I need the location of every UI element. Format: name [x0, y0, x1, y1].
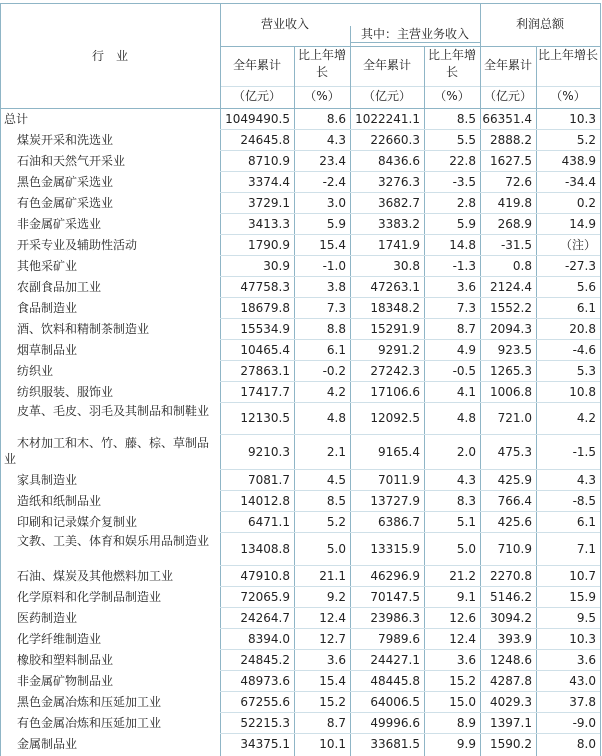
value-p: 2094.3: [490, 322, 532, 336]
value-m: 6386.7: [378, 515, 420, 529]
value-mg: 12.6: [449, 611, 476, 625]
value-rg: 3.8: [326, 280, 346, 294]
value-mg: 5.1: [456, 515, 476, 529]
value-mg: 8.3: [456, 494, 476, 508]
value-rg: 8.5: [326, 494, 346, 508]
value-m: 47263.1: [370, 280, 420, 294]
row-divider: [220, 511, 600, 512]
value-mg: 3.6: [456, 653, 476, 667]
value-rg: -2.4: [322, 175, 346, 189]
table-row: [0, 360, 600, 381]
table-row: [0, 511, 600, 532]
value-rg: 8.7: [326, 716, 346, 730]
value-m: 17106.6: [370, 385, 420, 399]
value-r: 30.9: [263, 259, 290, 273]
value-m: 18348.2: [370, 301, 420, 315]
value-rg: 4.3: [326, 133, 346, 147]
value-p: 1265.3: [490, 364, 532, 378]
value-p: 425.9: [497, 473, 532, 487]
value-r: 24645.8: [240, 133, 290, 147]
value-pg: -9.0: [572, 716, 596, 730]
value-rg: 8.8: [326, 322, 346, 336]
profit-header: 利润总额: [515, 17, 564, 31]
value-r: 27863.1: [240, 364, 290, 378]
value-m: 33681.5: [370, 737, 420, 751]
table-row: [0, 297, 600, 318]
value-pg: 20.8: [569, 322, 596, 336]
industry-name: 黑色金属矿采选业: [17, 175, 114, 189]
value-pg: 6.1: [576, 515, 596, 529]
industry-name: 金属制品业: [17, 737, 78, 751]
value-p: 1397.1: [490, 716, 532, 730]
value-pg: 8.0: [576, 737, 596, 751]
value-r: 67255.6: [240, 695, 290, 709]
value-mg: 2.0: [456, 445, 476, 459]
table-row: [0, 192, 600, 213]
value-mg: 12.4: [449, 632, 476, 646]
industry-name: 木材加工和木、竹、藤、棕、草制品业: [4, 436, 210, 466]
value-m: 64006.5: [370, 695, 420, 709]
value-m: 9165.4: [378, 445, 420, 459]
industry-header: 行 业: [91, 49, 128, 63]
table-row: [0, 402, 600, 434]
value-m: 13727.9: [370, 494, 420, 508]
value-r: 1049490.5: [225, 112, 290, 126]
value-r: 15534.9: [240, 322, 290, 336]
value-p: 419.8: [497, 196, 532, 210]
industry-name: 农副食品加工业: [17, 280, 102, 294]
row-divider: [220, 192, 600, 193]
value-rg: 12.4: [319, 611, 346, 625]
unit-pct-5: （%）: [550, 89, 586, 103]
value-m: 3682.7: [378, 196, 420, 210]
value-mg: 7.3: [456, 301, 476, 315]
value-p: 1248.6: [490, 653, 532, 667]
value-rg: 10.1: [319, 737, 346, 751]
row-divider: [220, 360, 600, 361]
value-m: 7011.9: [378, 473, 420, 487]
value-pg: 14.9: [569, 217, 596, 231]
value-rg: 15.2: [319, 695, 346, 709]
value-rg: 21.1: [319, 569, 346, 583]
value-r: 8394.0: [248, 632, 290, 646]
value-r: 18679.8: [240, 301, 290, 315]
value-rg: 4.2: [326, 385, 346, 399]
table-row: [0, 171, 600, 192]
value-m: 48445.8: [370, 674, 420, 688]
industry-name: 黑色金属冶炼和压延加工业: [17, 695, 162, 709]
value-mg: 5.0: [456, 542, 476, 556]
industry-name: 酒、饮料和精制茶制造业: [17, 322, 150, 336]
value-mg: -3.5: [452, 175, 476, 189]
value-r: 3413.3: [248, 217, 290, 231]
value-m: 3383.2: [378, 217, 420, 231]
value-r: 47758.3: [240, 280, 290, 294]
value-mg: 2.8: [456, 196, 476, 210]
value-r: 24845.2: [240, 653, 290, 667]
value-pg: -34.4: [564, 175, 596, 189]
value-r: 12130.5: [240, 411, 290, 425]
value-mg: 8.9: [456, 716, 476, 730]
value-rg: 3.6: [326, 653, 346, 667]
value-rg: 6.1: [326, 343, 346, 357]
row-divider: [220, 670, 600, 671]
industry-name: 石油、煤炭及其他燃料加工业: [17, 569, 174, 583]
yoy-header-5: 比上年增长: [538, 48, 598, 62]
value-pg: 4.3: [576, 473, 596, 487]
value-r: 10465.4: [240, 343, 290, 357]
table-row: [0, 469, 600, 490]
industry-name: 医药制造业: [17, 611, 78, 625]
industry-name: 有色金属冶炼和压延加工业: [17, 716, 162, 730]
value-p: 766.4: [497, 494, 532, 508]
value-pg: 7.1: [576, 542, 596, 556]
value-rg: 2.1: [326, 445, 346, 459]
table-row: [0, 628, 600, 649]
value-mg: 3.6: [456, 280, 476, 294]
value-p: 393.9: [497, 632, 532, 646]
value-m: 13315.9: [370, 542, 420, 556]
industry-name: 印刷和记录媒介复制业: [17, 515, 138, 529]
industry-name: 烟草制品业: [17, 343, 78, 357]
value-m: 15291.9: [370, 322, 420, 336]
value-pg: 10.8: [569, 385, 596, 399]
value-p: 3094.2: [490, 611, 532, 625]
row-divider: [220, 712, 600, 713]
value-mg: 14.8: [449, 238, 476, 252]
unit-pct-3: （%）: [434, 89, 470, 103]
table-row: [0, 108, 600, 129]
value-rg: -1.0: [322, 259, 346, 273]
value-p: 1006.8: [490, 385, 532, 399]
table-row: [0, 532, 600, 565]
value-mg: 4.3: [456, 473, 476, 487]
value-r: 3729.1: [248, 196, 290, 210]
value-pg: 5.3: [576, 364, 596, 378]
table-row: [0, 213, 600, 234]
value-pg: 10.3: [569, 112, 596, 126]
value-m: 49996.6: [370, 716, 420, 730]
value-pg: 9.5: [576, 611, 596, 625]
value-m: 3276.3: [378, 175, 420, 189]
value-pg: （注）: [559, 238, 596, 252]
value-pg: -27.3: [564, 259, 596, 273]
row-divider: [220, 276, 600, 277]
table-row: [0, 255, 600, 276]
row-divider: [220, 297, 600, 298]
value-p: 1552.2: [490, 301, 532, 315]
value-pg: -4.6: [572, 343, 596, 357]
value-p: 923.5: [497, 343, 532, 357]
value-m: 24427.1: [370, 653, 420, 667]
value-pg: 15.9: [569, 590, 596, 604]
ytd-header-4: 全年累计: [483, 58, 532, 72]
value-m: 30.8: [393, 259, 420, 273]
row-divider: [220, 234, 600, 235]
value-m: 23986.3: [370, 611, 420, 625]
industry-name: 食品制造业: [17, 301, 78, 315]
value-p: 5146.2: [490, 590, 532, 604]
value-mg: 15.2: [449, 674, 476, 688]
value-mg: 21.2: [449, 569, 476, 583]
industry-name: 有色金属矿采选业: [17, 196, 114, 210]
value-pg: 3.6: [576, 653, 596, 667]
grid-hline: [350, 42, 480, 43]
value-rg: 15.4: [319, 674, 346, 688]
value-mg: 8.7: [456, 322, 476, 336]
value-mg: 15.0: [449, 695, 476, 709]
value-pg: 37.8: [569, 695, 596, 709]
value-m: 70147.5: [370, 590, 420, 604]
value-r: 14012.8: [240, 494, 290, 508]
yoy-header-1: 比上年增长: [297, 48, 346, 79]
value-rg: 4.5: [326, 473, 346, 487]
row-divider: [220, 733, 600, 734]
table-row: [0, 607, 600, 628]
value-r: 6471.1: [248, 515, 290, 529]
value-p: 72.6: [505, 175, 532, 189]
value-rg: 12.7: [319, 632, 346, 646]
row-divider: [220, 469, 600, 470]
value-p: 475.3: [497, 445, 532, 459]
value-p: 268.9: [497, 217, 532, 231]
revenue-header: 营业收入: [260, 17, 309, 31]
industry-name: 化学原料和化学制品制造业: [17, 590, 162, 604]
value-pg: 0.2: [576, 196, 596, 210]
value-p: 721.0: [497, 411, 532, 425]
table-row: [0, 490, 600, 511]
value-pg: 4.2: [576, 411, 596, 425]
value-rg: 5.2: [326, 515, 346, 529]
value-mg: 4.9: [456, 343, 476, 357]
value-rg: 23.4: [319, 154, 346, 168]
value-p: 4287.8: [490, 674, 532, 688]
value-p: 1627.5: [490, 154, 532, 168]
industry-name: 家具制造业: [17, 473, 78, 487]
value-m: 1741.9: [378, 238, 420, 252]
table-row: [0, 381, 600, 402]
value-rg: 15.4: [319, 238, 346, 252]
industry-name: 非金属矿采选业: [17, 217, 102, 231]
value-pg: 5.6: [576, 280, 596, 294]
table-row: [0, 150, 600, 171]
industry-name: 煤炭开采和洗选业: [17, 133, 114, 147]
main-revenue-header: 其中：主营业务收入: [360, 27, 469, 41]
row-divider: [220, 490, 600, 491]
industry-name: 纺织服装、服饰业: [17, 385, 114, 399]
row-divider: [220, 339, 600, 340]
value-mg: 5.9: [456, 217, 476, 231]
value-pg: 10.3: [569, 632, 596, 646]
value-mg: 9.9: [456, 737, 476, 751]
value-r: 52215.3: [240, 716, 290, 730]
value-mg: 4.8: [456, 411, 476, 425]
table-row: [0, 586, 600, 607]
table-row: [0, 712, 600, 733]
subheader-line: [220, 46, 600, 47]
unit-yi-0: （亿元）: [232, 89, 281, 103]
table-row: [0, 691, 600, 712]
value-rg: 4.8: [326, 411, 346, 425]
value-p: 4029.3: [490, 695, 532, 709]
industry-name: 开采专业及辅助性活动: [17, 238, 138, 252]
value-rg: 5.9: [326, 217, 346, 231]
value-mg: 5.5: [456, 133, 476, 147]
table-row: [0, 339, 600, 360]
table-row: [0, 234, 600, 255]
industry-name: 造纸和纸制品业: [17, 494, 102, 508]
grid-hline: [220, 86, 600, 87]
row-divider: [220, 171, 600, 172]
grid-vline: [600, 3, 601, 756]
value-pg: 6.1: [576, 301, 596, 315]
value-pg: 5.2: [576, 133, 596, 147]
value-r: 17417.7: [240, 385, 290, 399]
row-divider: [220, 402, 600, 403]
value-m: 1022241.1: [355, 112, 420, 126]
value-r: 34375.1: [240, 737, 290, 751]
value-pg: 438.9: [561, 154, 596, 168]
table-row: [0, 649, 600, 670]
value-r: 24264.7: [240, 611, 290, 625]
value-m: 27242.3: [370, 364, 420, 378]
value-rg: -0.2: [322, 364, 346, 378]
value-rg: 8.6: [326, 112, 346, 126]
value-r: 13408.8: [240, 542, 290, 556]
value-pg: 43.0: [569, 674, 596, 688]
value-r: 47910.8: [240, 569, 290, 583]
industry-name: 其他采矿业: [17, 259, 78, 273]
value-mg: 8.5: [456, 112, 476, 126]
unit-yi-2: （亿元）: [362, 89, 411, 103]
value-p: 66351.4: [482, 112, 532, 126]
value-p: 710.9: [497, 542, 532, 556]
yoy-header-3: 比上年增长: [427, 48, 476, 79]
value-p: -31.5: [500, 238, 532, 252]
ytd-header-2: 全年累计: [362, 58, 411, 72]
row-divider: [220, 318, 600, 319]
value-mg: -1.3: [452, 259, 476, 273]
value-mg: 9.1: [456, 590, 476, 604]
value-m: 9291.2: [378, 343, 420, 357]
row-divider: [220, 129, 600, 130]
row-divider: [220, 628, 600, 629]
row-divider: [220, 691, 600, 692]
row-divider: [220, 255, 600, 256]
ytd-header-0: 全年累计: [232, 58, 281, 72]
value-p: 1590.2: [490, 737, 532, 751]
value-m: 22660.3: [370, 133, 420, 147]
value-m: 12092.5: [370, 411, 420, 425]
value-r: 48973.6: [240, 674, 290, 688]
value-m: 7989.6: [378, 632, 420, 646]
value-rg: 7.3: [326, 301, 346, 315]
value-p: 0.8: [512, 259, 532, 273]
value-p: 425.6: [497, 515, 532, 529]
value-m: 46296.9: [370, 569, 420, 583]
value-mg: 4.1: [456, 385, 476, 399]
value-pg: -1.5: [572, 445, 596, 459]
table-row: [0, 733, 600, 754]
row-divider: [220, 434, 600, 435]
industry-name: 非金属矿物制品业: [17, 674, 114, 688]
row-divider: [220, 649, 600, 650]
value-r: 9210.3: [248, 445, 290, 459]
unit-pct-1: （%）: [304, 89, 340, 103]
table-row: [0, 318, 600, 339]
value-rg: 5.0: [326, 542, 346, 556]
industry-name: 总计: [4, 112, 29, 126]
value-mg: -0.5: [452, 364, 476, 378]
table-row: [0, 565, 600, 586]
value-m: 8436.6: [378, 154, 420, 168]
row-divider: [220, 607, 600, 608]
value-r: 3374.4: [248, 175, 290, 189]
row-divider: [220, 381, 600, 382]
industry-name: 皮革、毛皮、羽毛及其制品和制鞋业: [17, 404, 210, 418]
table-row: [0, 434, 600, 469]
table-row: [0, 670, 600, 691]
table-top-border: [0, 3, 600, 4]
unit-yi-4: （亿元）: [483, 89, 532, 103]
value-r: 1790.9: [248, 238, 290, 252]
value-r: 7081.7: [248, 473, 290, 487]
row-divider: [220, 565, 600, 566]
row-divider: [220, 213, 600, 214]
value-mg: 22.8: [449, 154, 476, 168]
value-pg: 10.7: [569, 569, 596, 583]
industry-name: 石油和天然气开采业: [17, 154, 126, 168]
industry-name: 橡胶和塑料制品业: [17, 653, 114, 667]
row-divider: [220, 150, 600, 151]
industry-name: 文教、工美、体育和娱乐用品制造业: [17, 534, 210, 548]
industry-name: 化学纤维制造业: [17, 632, 102, 646]
value-r: 8710.9: [248, 154, 290, 168]
value-pg: -8.5: [572, 494, 596, 508]
industry-name: 纺织业: [17, 364, 54, 378]
value-rg: 3.0: [326, 196, 346, 210]
value-p: 2270.8: [490, 569, 532, 583]
value-r: 72065.9: [240, 590, 290, 604]
table-row: [0, 276, 600, 297]
value-p: 2888.2: [490, 133, 532, 147]
row-divider: [220, 586, 600, 587]
table-row: [0, 129, 600, 150]
value-rg: 9.2: [326, 590, 346, 604]
value-p: 2124.4: [490, 280, 532, 294]
row-divider: [220, 532, 600, 533]
